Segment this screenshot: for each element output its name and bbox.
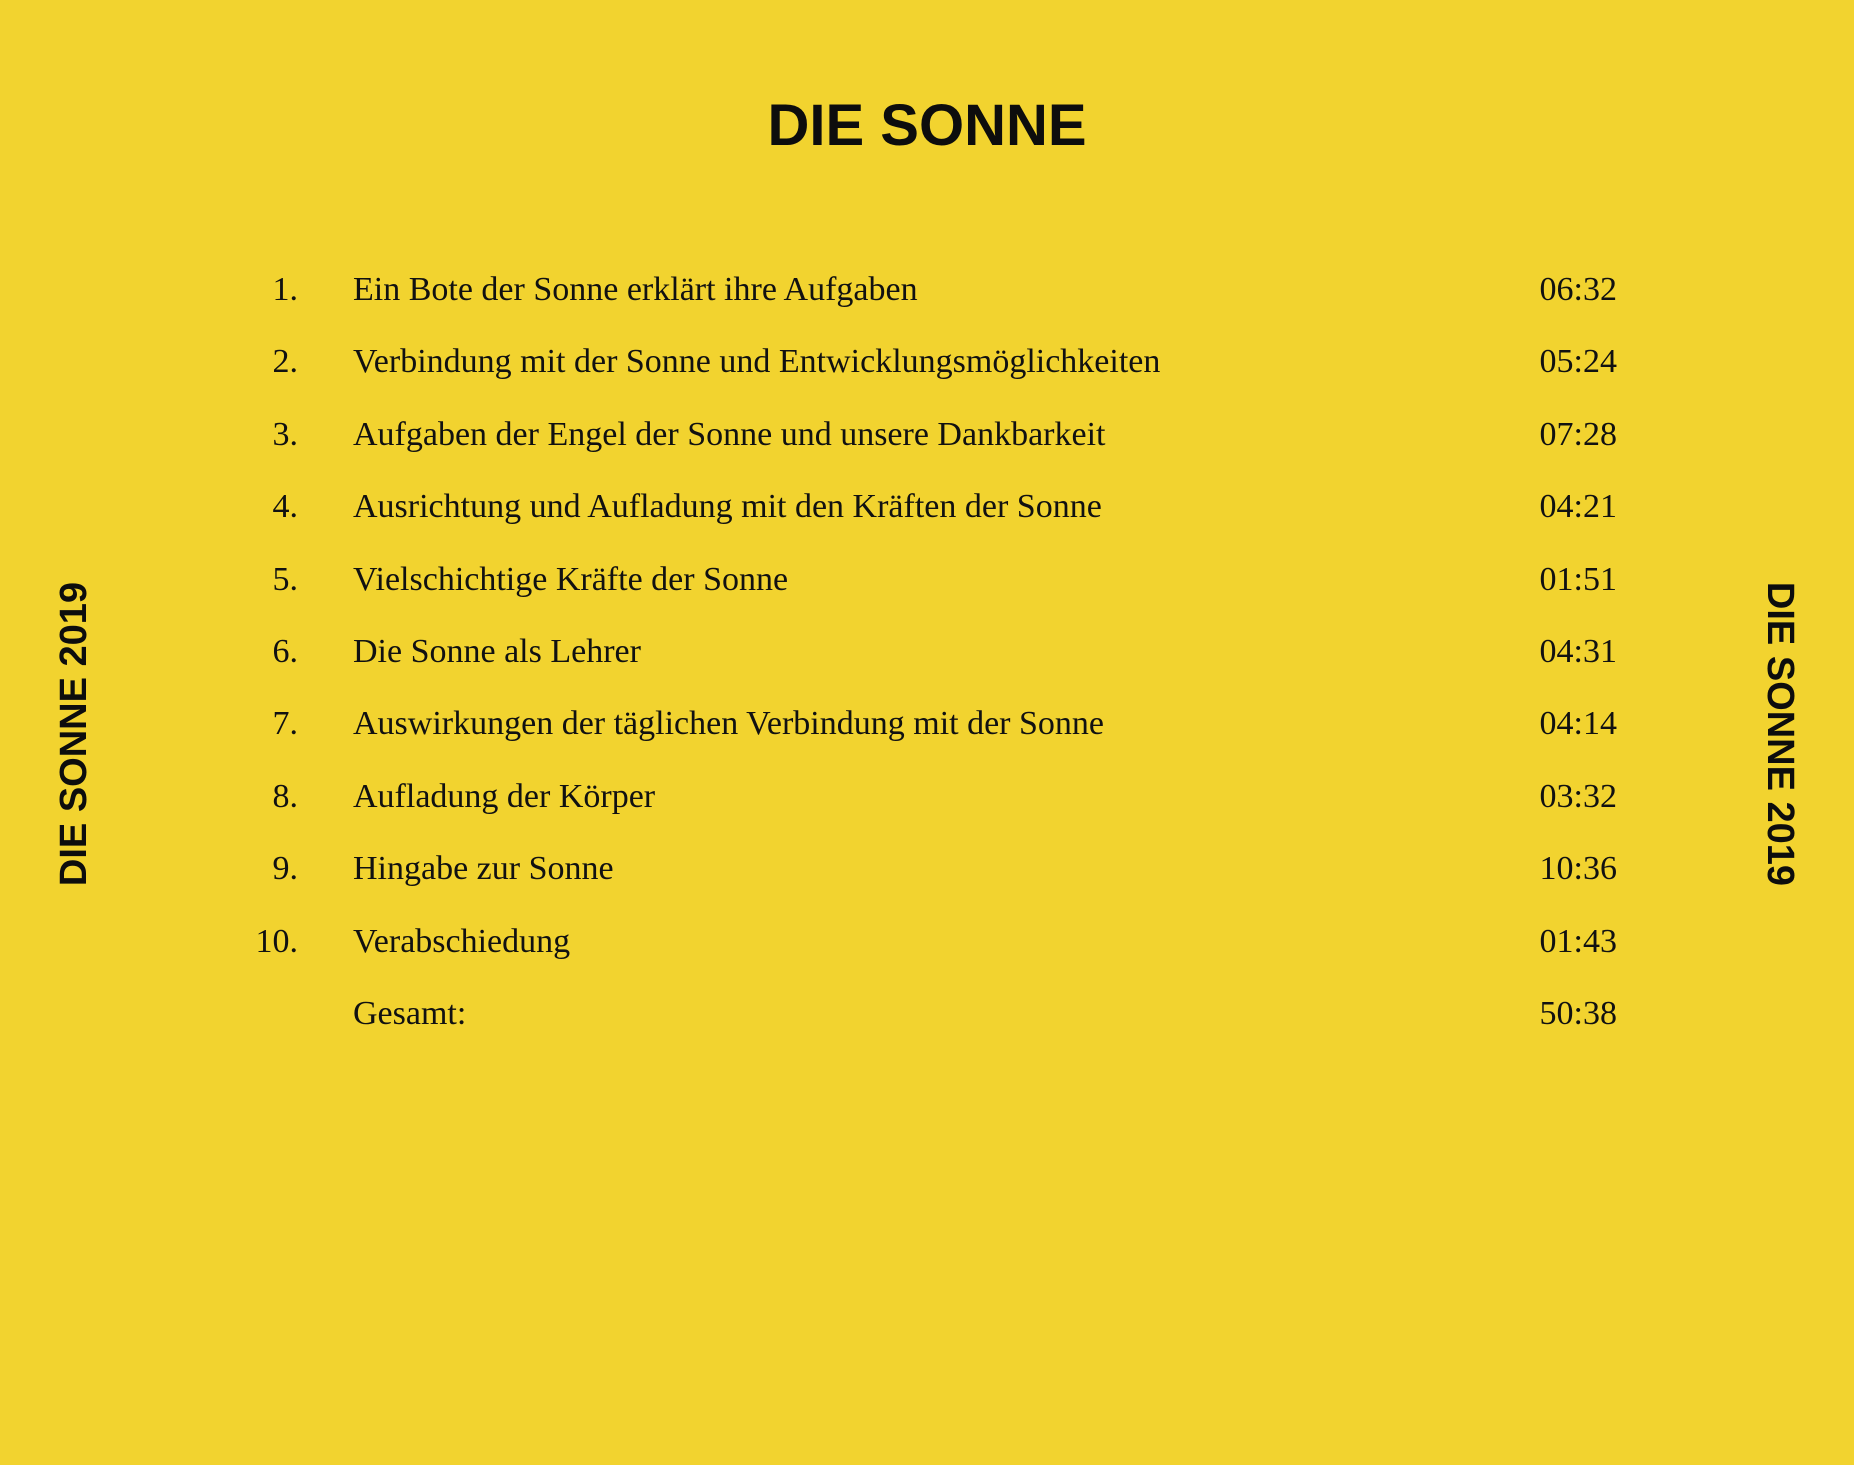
track-row	[0, 407, 1854, 479]
track-duration: 10:36	[1539, 850, 1617, 888]
track-row	[0, 624, 1854, 696]
track-row	[0, 696, 1854, 768]
track-row	[0, 552, 1854, 624]
track-title: Aufgaben der Engel der Sonne und unsere Dankbarkeit	[353, 415, 1106, 453]
total-row	[0, 986, 1854, 1058]
track-duration: 01:51	[1539, 560, 1617, 598]
track-duration: 05:24	[1539, 343, 1617, 381]
track-title: Aufladung der Körper	[353, 777, 656, 815]
track-number: 5.	[272, 560, 298, 598]
track-title: Ausrichtung und Aufladung mit den Kräften der Sonne	[353, 488, 1102, 526]
track-duration: 04:21	[1539, 488, 1617, 526]
total-duration: 50:38	[1539, 994, 1617, 1032]
album-title: DIE SONNE	[767, 93, 1087, 158]
track-duration: 06:32	[1539, 271, 1617, 308]
track-number: 3.	[272, 415, 298, 453]
track-title: Ein Bote der Sonne erklärt ihre Aufgaben	[353, 271, 918, 308]
track-title: Verabschiedung	[353, 922, 571, 960]
track-title: Vielschichtige Kräfte der Sonne	[353, 560, 789, 598]
track-duration: 04:14	[1539, 705, 1617, 743]
track-duration: 01:43	[1539, 922, 1617, 960]
track-number: 9.	[272, 850, 298, 888]
track-number: 4.	[272, 488, 298, 526]
track-number: 8.	[272, 777, 298, 815]
track-number: 10.	[255, 922, 298, 960]
track-row	[0, 914, 1854, 986]
track-number: 2.	[272, 343, 298, 381]
track-title: Verbindung mit der Sonne und Entwicklungsmöglichkeiten	[353, 343, 1161, 381]
track-duration: 04:31	[1539, 632, 1617, 670]
track-row	[0, 334, 1854, 406]
track-number: 7.	[272, 705, 298, 743]
total-label: Gesamt:	[353, 994, 467, 1032]
track-number: 1.	[272, 271, 298, 308]
spine-left-label: DIE SONNE 2019	[53, 581, 95, 887]
track-row	[0, 479, 1854, 551]
track-row	[0, 841, 1854, 913]
track-number: 6.	[272, 632, 298, 670]
track-title: Hingabe zur Sonne	[353, 850, 614, 888]
track-title: Die Sonne als Lehrer	[353, 632, 641, 670]
track-duration: 03:32	[1539, 777, 1617, 815]
track-row	[0, 769, 1854, 841]
track-duration: 07:28	[1539, 415, 1617, 453]
spine-right-label: DIE SONNE 2019	[1759, 581, 1801, 887]
track-list	[0, 262, 1854, 1058]
track-row	[0, 262, 1854, 334]
track-title: Auswirkungen der täglichen Verbindung mit der Sonne	[353, 705, 1105, 743]
